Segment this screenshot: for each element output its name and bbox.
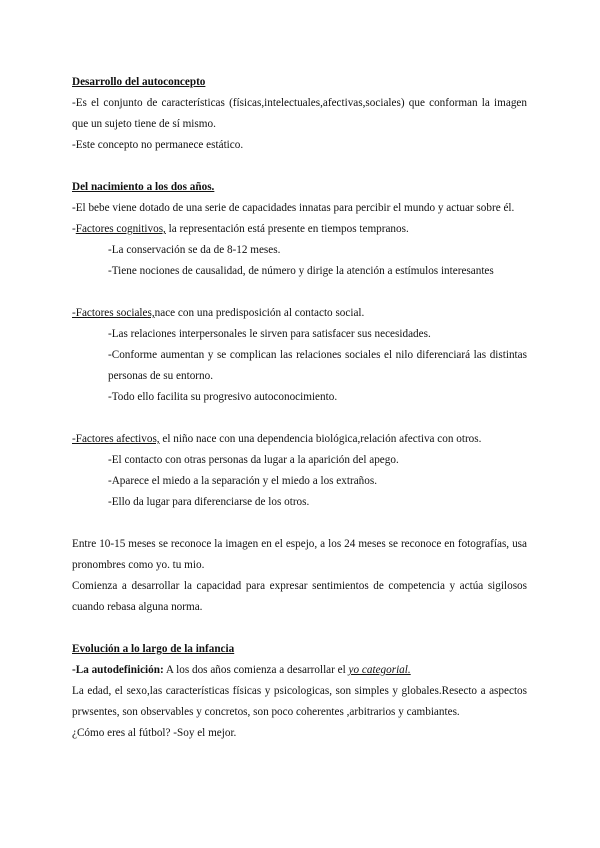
autodefinicion-text: A los dos años comienza a desarrollar el — [163, 664, 349, 676]
list-item: -La conservación se da de 8-12 meses. — [108, 244, 281, 256]
paragraph: Entre 10-15 meses se reconoce la imagen en el espejo, a los 24 meses se reconoce en fotografías, usa pronombres como yo. tu mio. — [72, 538, 527, 571]
dash: - — [72, 223, 76, 235]
factores-cognitivos-text: la representación está presente en tiempos tempranos. — [165, 223, 409, 235]
autodefinicion-label: -La autodefinición: — [72, 664, 164, 676]
autodefinicion-line — [72, 660, 527, 681]
list-item: -Todo ello facilita su progresivo autoconocimiento. — [108, 391, 338, 403]
factores-afectivos-label: -Factores afectivos, — [72, 433, 160, 445]
section-heading-nacimiento: Del nacimiento a los dos años. — [72, 181, 215, 193]
factores-sociales-text: nace con una predisposición al contacto social. — [154, 307, 365, 319]
list-item: -Tiene nociones de causalidad, de número y dirige la atención a estímulos interesantes — [108, 265, 494, 277]
paragraph: -Este concepto no permanece estático. — [72, 139, 244, 151]
factores-cognitivos-label: Factores cognitivos, — [75, 223, 166, 235]
factores-sociales-label: -Factores sociales, — [72, 307, 155, 319]
paragraph: -Es el conjunto de características (físicas,intelectuales,afectivas,sociales) que conforman la imagen que un sujeto tiene de sí mismo. — [72, 97, 527, 130]
paragraph: Comienza a desarrollar la capacidad para expresar sentimientos de competencia y actúa sigilosos cuando rebasa alguna norma. — [72, 580, 527, 613]
paragraph: -El bebe viene dotado de una serie de capacidades innatas para percibir el mundo y actuar sobre él. — [72, 202, 515, 214]
factores-afectivos-text: el niño nace con una dependencia biológica,relación afectiva con otros. — [159, 433, 482, 445]
document-page — [72, 72, 527, 744]
factores-sociales-line — [72, 303, 527, 324]
list-item: -Aparece el miedo a la separación y el miedo a los extraños. — [108, 475, 378, 487]
section-heading-autoconcepto: Desarrollo del autoconcepto — [72, 76, 206, 88]
factores-afectivos-line — [72, 429, 527, 450]
list-item: -Ello da lugar para diferenciarse de los otros. — [108, 496, 310, 508]
list-item: -El contacto con otras personas da lugar a la aparición del apego. — [108, 454, 399, 466]
section-heading-infancia: Evolución a lo largo de la infancia — [72, 643, 235, 655]
paragraph: La edad, el sexo,las características físicas y psicologicas, son simples y globales.Resecto a aspectos prwsentes, son observables y concretos, son poco coherentes ,arbitrarios y cambiantes. — [72, 685, 527, 718]
factores-cognitivos-line — [72, 219, 527, 240]
list-item: -Las relaciones interpersonales le sirven para satisfacer sus necesidades. — [108, 328, 431, 340]
yo-categorial-term: yo categorial. — [348, 664, 411, 676]
list-item: -Conforme aumentan y se complican las relaciones sociales el nilo diferenciará las distintas personas de su entorno. — [108, 349, 527, 382]
paragraph: ¿Cómo eres al fútbol? -Soy el mejor. — [72, 727, 237, 739]
